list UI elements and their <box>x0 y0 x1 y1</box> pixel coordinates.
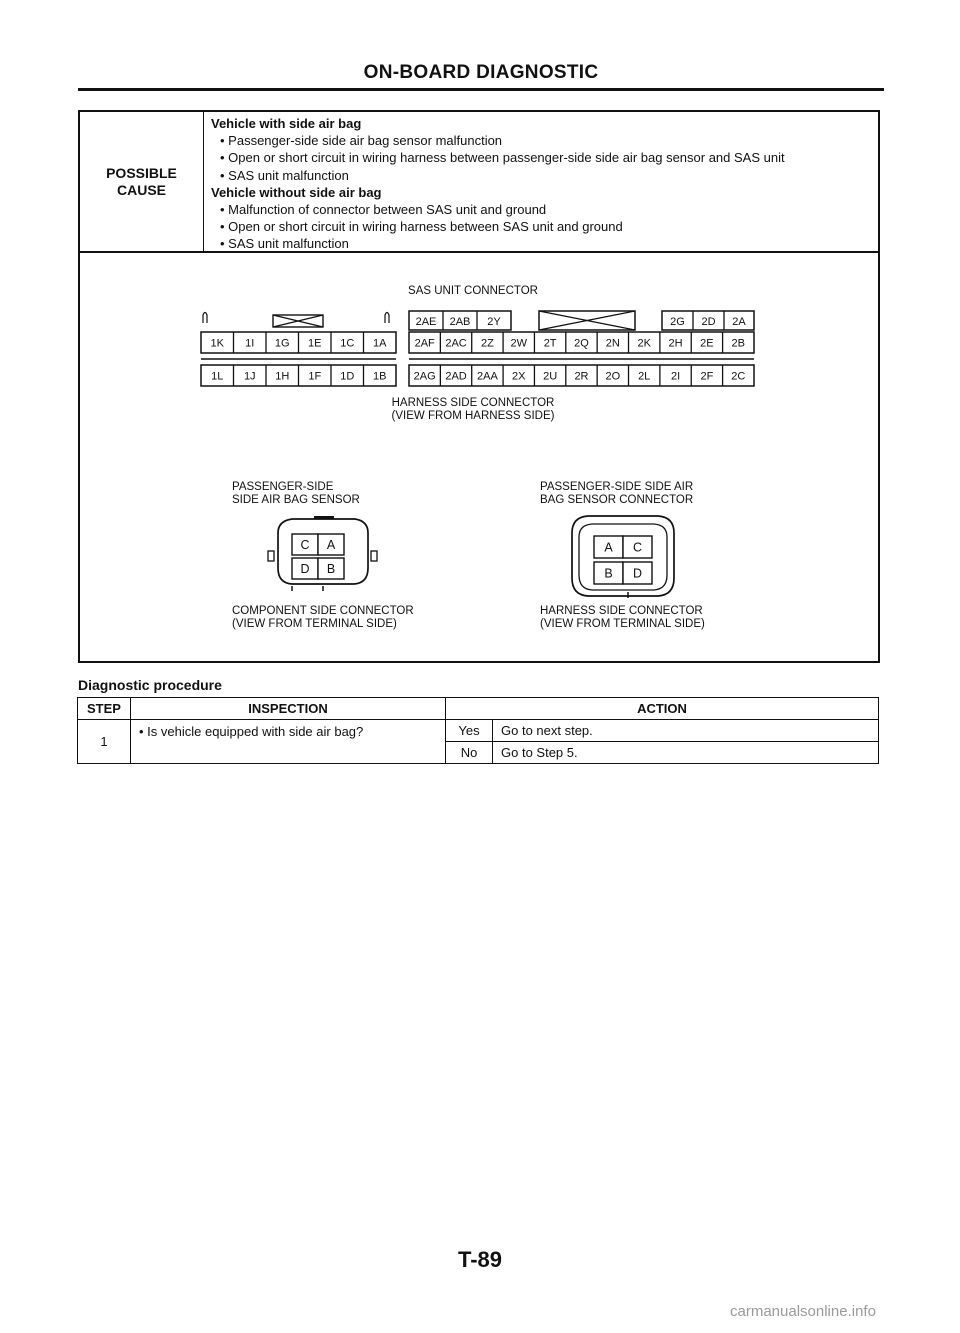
terminal-label: 2Q <box>574 337 589 350</box>
right-sensor-connector <box>572 516 674 598</box>
terminal-label: 2D <box>701 316 716 328</box>
left-sensor-title-line2: SIDE AIR BAG SENSOR <box>232 494 360 506</box>
action-yes: Go to next step. <box>493 720 879 742</box>
terminal-label: 1K <box>210 337 224 350</box>
terminal-label: 2B <box>731 337 746 350</box>
sas-connector-right-block <box>409 311 754 386</box>
terminal-label: 1F <box>308 370 322 383</box>
terminal-label: 2U <box>543 370 558 383</box>
terminal-label: 2Z <box>480 337 494 350</box>
right-sensor-title-line1: PASSENGER-SIDE SIDE AIR <box>540 481 694 493</box>
terminal-label: 2N <box>605 337 620 350</box>
possible-cause-label <box>80 112 204 251</box>
terminal-label: 2AE <box>415 316 437 328</box>
list-item: • Open or short circuit in wiring harness between SAS unit and ground <box>211 218 785 235</box>
terminal-label: D <box>300 562 310 576</box>
terminal-label: 1H <box>275 370 290 383</box>
terminal-label: 1L <box>211 370 224 383</box>
terminal-label: 1C <box>340 337 355 350</box>
diagnostic-procedure-table <box>77 697 879 764</box>
terminal-label: 2K <box>637 337 651 350</box>
list-item: • Open or short circuit in wiring harness between passenger-side side air bag sensor and SAS unit <box>211 149 785 166</box>
header-rule <box>78 88 884 91</box>
terminal-label: 1D <box>340 370 355 383</box>
page-number: T-89 <box>457 1247 503 1272</box>
terminal-label: A <box>326 538 336 552</box>
possible-cause-label-line1: POSSIBLE <box>106 164 177 181</box>
possible-cause-list <box>211 115 785 253</box>
terminal-label: 2R <box>574 370 589 383</box>
step-number: 1 <box>78 720 131 764</box>
table-row <box>78 720 879 742</box>
terminal-label: C <box>632 540 643 555</box>
action-no: Go to Step 5. <box>493 742 879 764</box>
terminal-label: A <box>604 540 613 555</box>
terminal-label: 1G <box>274 337 290 350</box>
terminal-label: 1E <box>308 337 322 350</box>
terminal-label: 2X <box>512 370 526 383</box>
terminal-label: 2A <box>732 316 746 328</box>
terminal-label: 2AF <box>414 337 435 350</box>
terminal-label: 2L <box>638 370 651 383</box>
list-item: • Malfunction of connector between SAS unit and ground <box>211 201 785 218</box>
left-sensor-caption-line2: (VIEW FROM TERMINAL SIDE) <box>232 618 397 630</box>
right-sensor-caption-line2: (VIEW FROM TERMINAL SIDE) <box>540 618 705 630</box>
left-sensor-caption-line1: COMPONENT SIDE CONNECTOR <box>232 605 414 617</box>
left-sensor-connector <box>268 516 377 591</box>
page-title: ON-BOARD DIAGNOSTIC <box>363 62 599 83</box>
terminal-label: 2Y <box>487 316 501 328</box>
terminal-label: 2AC <box>445 337 467 350</box>
answer-no: No <box>446 742 493 764</box>
header-step: STEP <box>78 698 131 720</box>
connector-diagram <box>80 253 882 663</box>
terminal-label: 1J <box>243 370 256 383</box>
terminal-label: 2G <box>670 316 685 328</box>
terminal-label: 2W <box>510 337 528 350</box>
procedure-title: Diagnostic procedure <box>78 677 222 693</box>
terminal-label: 2T <box>543 337 557 350</box>
possible-cause-box <box>78 110 880 253</box>
right-sensor-caption-line1: HARNESS SIDE CONNECTOR <box>540 605 703 617</box>
list-item: • SAS unit malfunction <box>211 167 785 184</box>
header-inspection: INSPECTION <box>131 698 446 720</box>
list-item: • Passenger-side side air bag sensor malfunction <box>211 132 785 149</box>
terminal-label: 1A <box>373 337 387 350</box>
terminal-label: 2AB <box>449 316 471 328</box>
answer-yes: Yes <box>446 720 493 742</box>
latch-icon <box>203 313 207 324</box>
terminal-label: B <box>604 566 613 581</box>
table-header-row <box>78 698 879 720</box>
terminal-label: 2C <box>731 370 746 383</box>
latch-icon <box>385 313 389 324</box>
terminal-label: 2H <box>668 337 683 350</box>
list-item: • SAS unit malfunction <box>211 235 785 252</box>
left-sensor-title-line1: PASSENGER-SIDE <box>232 481 334 493</box>
terminal-label: B <box>326 562 336 576</box>
terminal-label: 2AG <box>413 370 436 383</box>
harness-connector-caption-line2: (VIEW FROM HARNESS SIDE) <box>391 410 555 422</box>
terminal-label: 1B <box>373 370 387 383</box>
terminal-label: 2O <box>605 370 621 383</box>
sas-connector-title: SAS UNIT CONNECTOR <box>408 285 538 297</box>
possible-cause-label-line2: CAUSE <box>116 181 166 198</box>
right-sensor-title-line2: BAG SENSOR CONNECTOR <box>540 494 694 506</box>
terminal-label: D <box>632 566 643 581</box>
header-action: ACTION <box>446 698 879 720</box>
terminal-label: 2F <box>700 370 714 383</box>
harness-connector-caption-line1: HARNESS SIDE CONNECTOR <box>391 397 555 409</box>
terminal-label: 2AA <box>477 370 498 383</box>
inspection-question: • Is vehicle equipped with side air bag? <box>131 720 446 764</box>
terminal-label: 2I <box>670 370 681 383</box>
connector-diagram-box <box>78 253 880 663</box>
watermark: carmanualsonline.info <box>730 1303 876 1320</box>
sas-connector-left-block <box>201 313 396 387</box>
terminal-label: 1I <box>245 337 255 350</box>
terminal-label: C <box>300 538 310 552</box>
terminal-label: 2AD <box>445 370 467 383</box>
terminal-label: 2E <box>700 337 714 350</box>
cause-heading: Vehicle with side air bag <box>211 116 362 131</box>
cause-heading: Vehicle without side air bag <box>211 184 382 200</box>
